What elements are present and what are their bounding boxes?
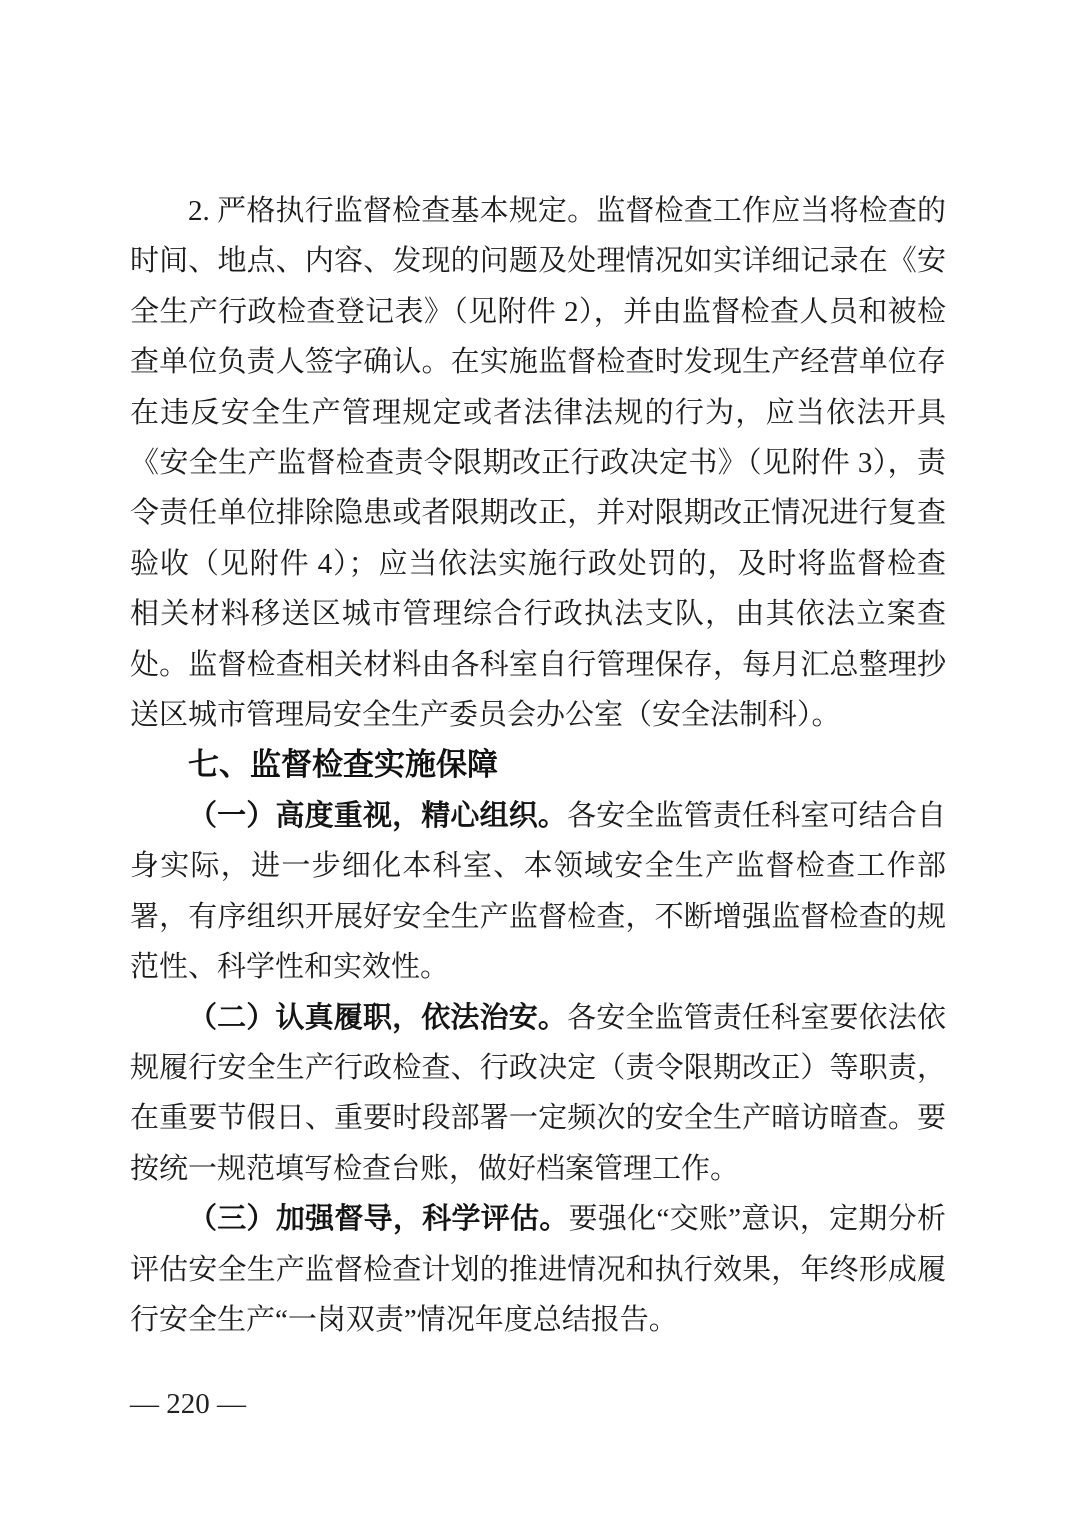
body-paragraph-item-1 <box>130 791 946 993</box>
body-paragraph-2: 2. 严格执行监督检查基本规定。监督检查工作应当将检查的时间、地点、内容、发现的问题及处理情况如实详细记录在《安全生产行政检查登记表》（见附件 2），并由监督检查人员和被检查单位负责人签字确认。在实施监督检查时发现生产经营单位存在违反安全生产管理规定或者法律法规的行为，应当依法开具《安全生产监督检查责令限期改正行政决定书》（见附件 3），责令责任单位排除隐患或者限期改正，并对限期改正情况进行复查验收（见附件 4）；应当依法实施行政处罚的，及时将监督检查相关材料移送区城市管理综合行政执法支队，由其依法立案查处。监督检查相关材料由各科室自行管理保存，每月汇总整理抄送区城市管理局安全生产委员会办公室（安全法制科）。 <box>130 195 946 732</box>
paragraph-lead-2: （二）认真履职，依法治安。 <box>188 1001 568 1034</box>
body-paragraph-item-3 <box>130 1194 946 1345</box>
paragraph-lead-3: （三）加强督导，科学评估。 <box>188 1203 569 1236</box>
paragraph-body-1: 各安全监管责任科室可结合自身实际，进一步细化本科室、本领域安全生产监督检查工作部署，有序组织开展好安全生产监督检查，不断增强监督检查的规范性、科学性和实效性。 <box>130 799 946 984</box>
paragraph-body-3: 要强化“交账”意识，定期分析评估安全生产监督检查计划的推进情况和执行效果，年终形成履行安全生产“一岗双责”情况年度总结报告。 <box>130 1203 946 1336</box>
page-number: — 220 — <box>130 1388 246 1420</box>
document-body <box>130 186 946 1345</box>
paragraph-lead-1: （一）高度重视，精心组织。 <box>188 799 568 832</box>
body-paragraph-item-2 <box>130 993 946 1195</box>
section-heading-seven: 七、监督检查实施保障 <box>188 747 498 783</box>
paragraph-body-2: 各安全监管责任科室要依法依规履行安全生产行政检查、行政决定（责令限期改正）等职责，在重要节假日、重要时段部署一定频次的安全生产暗访暗查。要按统一规范填写检查台账，做好档案管理工作。 <box>130 1001 946 1185</box>
